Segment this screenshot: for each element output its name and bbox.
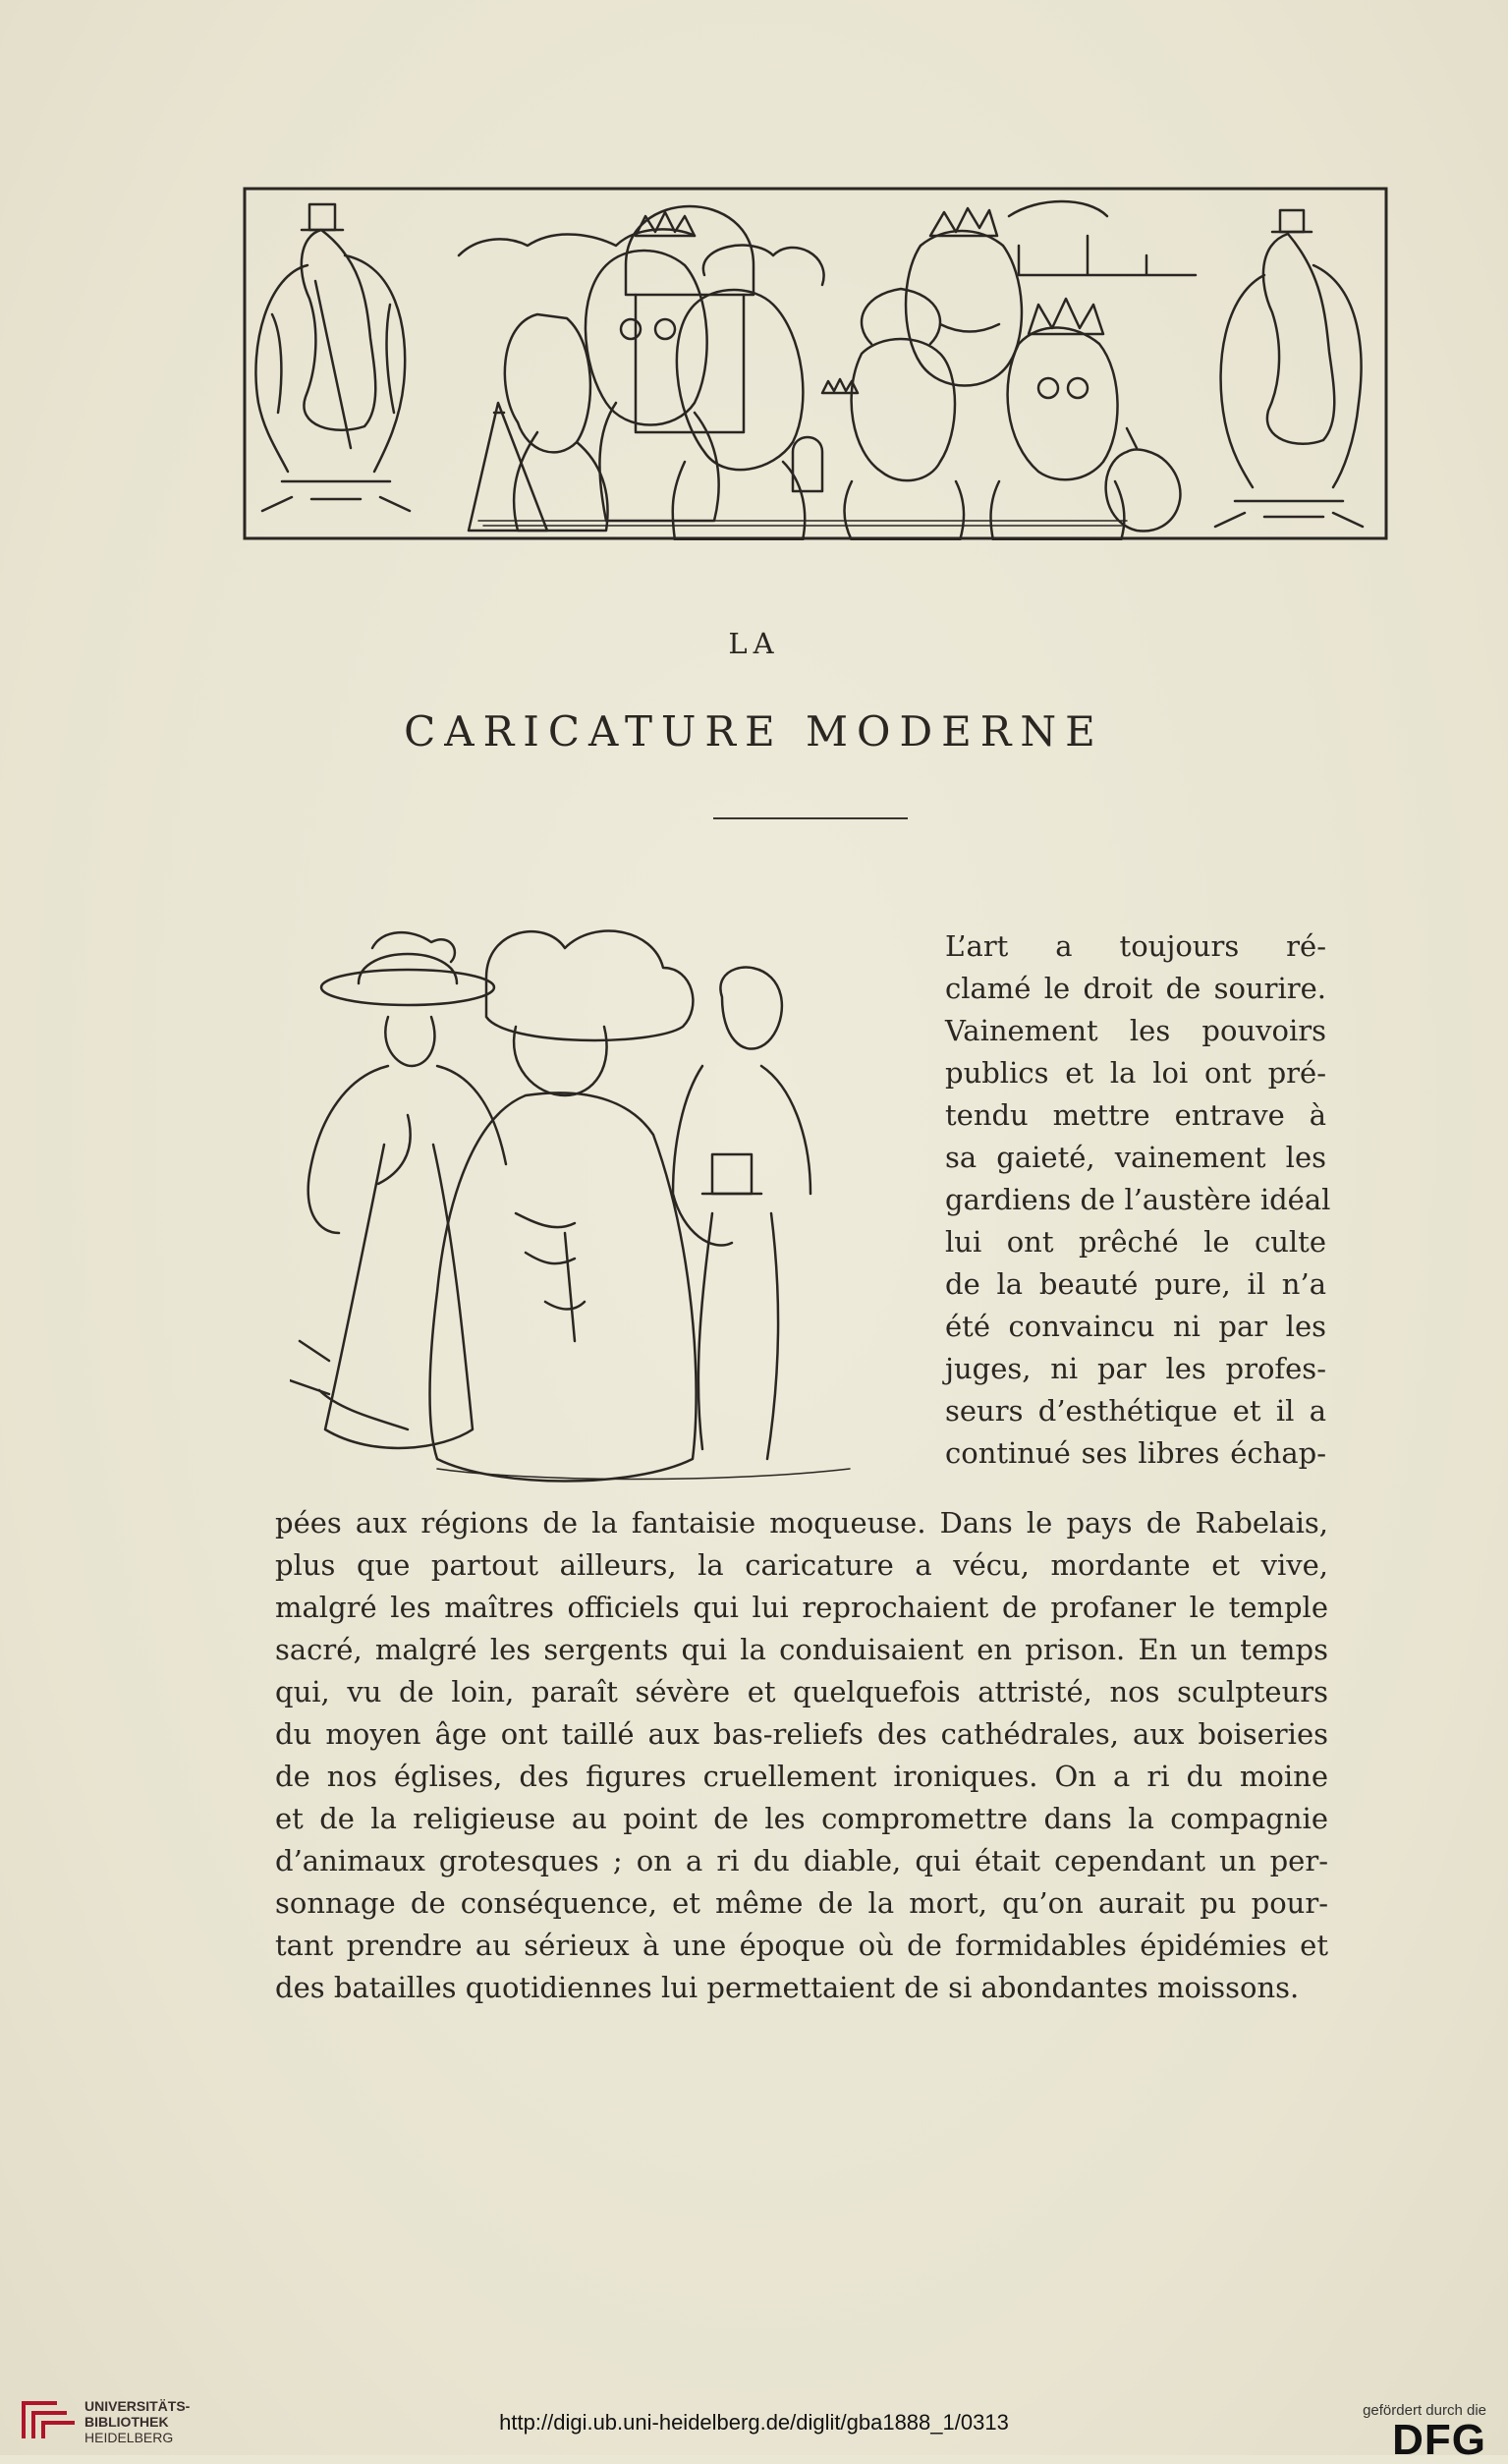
text-line: plus que partout ailleurs, la caricature a vécu, mordante et vive, (275, 1548, 1328, 1582)
text-line: L’art a toujours ré- (945, 929, 1326, 963)
text-line: gardiens de l’austère idéal (945, 1183, 1331, 1216)
text-line: d’animaux grotesques ; on a ri du diable, qui était cependant un per- (275, 1844, 1328, 1877)
institution-name-line-1: UNIVERSITÄTS- (84, 2398, 191, 2414)
gentleman-figure (673, 968, 810, 1459)
header-caricature-illustration (243, 187, 1388, 540)
text-line: tendu mettre entrave à (945, 1098, 1326, 1132)
text-line: publics et la loi ont pré- (945, 1056, 1326, 1090)
title-divider (713, 817, 908, 819)
page-title: CARICATURE MODERNE (404, 707, 1104, 756)
text-line: du moyen âge ont taillé aux bas-reliefs des cathédrales, aux boiseries (275, 1717, 1328, 1751)
text-line: Vainement les pouvoirs (945, 1014, 1326, 1047)
text-line: pées aux régions de la fantaisie moqueuse. Dans le pays de Rabelais, (275, 1506, 1328, 1540)
text-line: sa gaieté, vainement les (945, 1141, 1326, 1174)
text-line: qui, vu de loin, paraît sévère et quelquefois attristé, nos sculpteurs (275, 1675, 1328, 1708)
text-line: juges, ni par les profes- (945, 1352, 1326, 1385)
text-line: sonnage de conséquence, et même de la mort, qu’on aurait pu pour- (275, 1886, 1328, 1920)
text-line: sacré, malgré les sergents qui la conduisaient en prison. En un temps (275, 1633, 1328, 1666)
text-line: continué ses libres échap- (945, 1436, 1326, 1470)
caricature-bust-6 (991, 299, 1125, 540)
funding-note: gefördert durch die (1363, 2402, 1486, 2419)
caricature-bust-1 (505, 314, 608, 531)
text-line: de la beauté pure, il n’a (945, 1267, 1326, 1301)
dfg-logo: DFG (1392, 2416, 1486, 2464)
right-eagle-figure (1215, 210, 1363, 527)
institution-name-line-2: BIBLIOTHEK (84, 2414, 169, 2430)
institution-name-line-3: HEIDELBERG (84, 2430, 174, 2445)
text-line: malgré les maîtres officiels qui lui reprochaient de profaner le temple (275, 1591, 1328, 1624)
caricature-bust-3 (673, 246, 824, 540)
source-url-link[interactable]: http://digi.ub.uni-heidelberg.de/diglit/gba1888_1/0313 (499, 2410, 1009, 2435)
text-line: seurs d’esthétique et il a (945, 1394, 1326, 1428)
caricature-figures-illustration (290, 919, 919, 1498)
text-line: été convaincu ni par les (945, 1310, 1326, 1343)
caricature-bust-2 (586, 212, 719, 521)
text-line: des batailles quotidiennes lui permettaient de si abondantes moissons. (275, 1971, 1300, 2004)
pear-figure (1106, 428, 1181, 532)
text-line: clamé le droit de sourire. (945, 972, 1326, 1005)
text-line: et de la religieuse au point de les compromettre dans la compagnie (275, 1802, 1328, 1835)
text-line: tant prendre au sérieux à une époque où de formidables épidémies et (275, 1929, 1328, 1962)
heading-article: LA (728, 627, 780, 660)
text-line: lui ont prêché le culte (945, 1225, 1326, 1259)
text-line: de nos églises, des figures cruellement ironiques. On a ri du moine (275, 1760, 1328, 1793)
header-frame (245, 189, 1386, 538)
woman-with-hat-figure (290, 932, 506, 1448)
left-eagle-figure (255, 204, 410, 511)
